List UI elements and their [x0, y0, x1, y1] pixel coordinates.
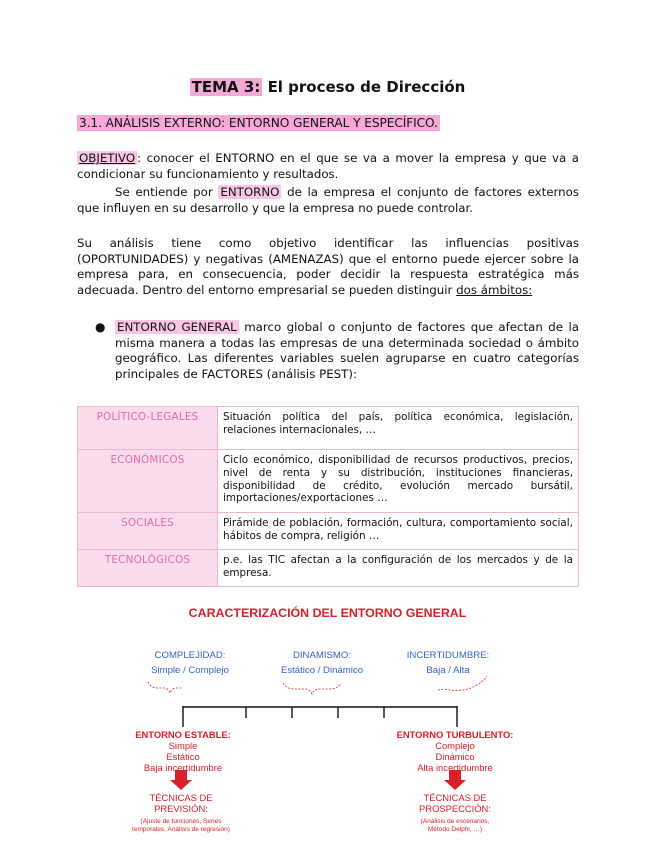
entorno-general-text: marco global o conjunto de factores que afectan de la misma manera a todas las empresas de una determinada sociedad o ámbito geográfico. Las diferentes variables suelen agruparse en cuatro categorías principales de FACTORES (análisis PEST): [115, 320, 579, 381]
dimension-incertidumbre [398, 650, 498, 676]
entorno-estable-line: Estático [166, 751, 200, 762]
section-heading: 3.1. ANÁLISIS EXTERNO: ENTORNO GENERAL Y ESPECÍFICO. [79, 116, 438, 130]
tecnicas-note: temporales, Análisis de regresión) [132, 826, 230, 833]
entorno-general-term: ENTORNO GENERAL [117, 320, 237, 334]
dimension-dinamismo [262, 650, 382, 676]
tecnicas-note: Método Delphi, …) [427, 826, 483, 833]
arrow-down-icon [444, 770, 466, 790]
entorno-turbulento-line: Complejo [435, 740, 475, 751]
dimension-complejidad [140, 650, 240, 676]
dimension-name: DINAMISMO: [292, 650, 352, 661]
tema-label: TEMA 3: [191, 78, 261, 96]
tecnicas-title: TÉCNICAS DE [423, 792, 487, 803]
dimension-name: COMPLEJIDAD: [154, 650, 226, 661]
entorno-turbulento-line: Alta incertidumbre [417, 762, 493, 773]
entorno-turbulento-title: ENTORNO TURBULENTO: [396, 729, 514, 740]
dimension-name: INCERTIDUMBRE: [406, 650, 490, 661]
pest-description: Ciclo económico, disponibilidad de recursos productivos, precios, nivel de renta y su distribución, instituciones financieras, disponibilidad de crédito, evolución mercado bursátil, importaciones/exportaciones … [218, 450, 579, 513]
analisis-text: Su análisis tiene como objetivo identificar las influencias positivas (OPORTUNIDADES) y negativas (AMENAZAS) que el entorno puede ejercer sobre la empresa para, en consecuencia, poder decidir la respuesta estratégica más adecuada. Dentro del entorno empresarial se pueden distinguir [77, 236, 579, 297]
bullet-icon: ● [95, 320, 106, 334]
entorno-estable-line: Baja incertidumbre [143, 762, 223, 773]
pest-description: Pirámide de población, formación, cultura, comportamiento social, hábitos de compra, religión … [218, 513, 579, 550]
tecnicas-note: (Ajuste de funciones, Series [140, 818, 222, 825]
entorno-turbulento-line: Dinámico [435, 751, 475, 762]
tecnicas-title: PREVISIÓN: [154, 803, 208, 814]
objetivo-text: : conocer el ENTORNO en el que se va a mover la empresa y que va a condicionar su funcionamiento y resultados. [77, 151, 579, 181]
tecnicas-title: TÉCNICAS DE [149, 792, 213, 803]
pest-category: ECONÓMICOS [78, 450, 218, 513]
entorno-estable-block [120, 729, 246, 773]
dimension-values: Simple / Complejo [151, 665, 229, 676]
tecnicas-note: (Análisis de escenarios, [420, 818, 490, 825]
tema-title: El proceso de Dirección [267, 78, 466, 96]
tecnicas-title: PROSPECCIÓN: [419, 803, 491, 814]
pest-category: POLÍTICO-LEGALES [78, 407, 218, 450]
entorno-estable-title: ENTORNO ESTABLE: [135, 729, 231, 740]
pest-category: TECNOLÓGICOS [78, 550, 218, 587]
entorno-turbulento-block [390, 729, 520, 773]
dimension-values: Baja / Alta [426, 665, 470, 676]
tecnicas-prospeccion-note [400, 818, 510, 834]
entorno-def-pre: Se entiende por [115, 185, 219, 199]
dos-ambitos: dos ámbitos: [456, 282, 533, 297]
tecnicas-prospeccion-block [405, 792, 505, 814]
tecnicas-prevision-note [121, 818, 241, 834]
entorno-def-post: de la empresa el conjunto de factores externos que influyen en su desarrollo y que la empresa no puede controlar. [77, 185, 579, 215]
dimension-values: Estático / Dinámico [280, 665, 364, 676]
entorno-term: ENTORNO [220, 185, 280, 199]
pest-description: p.e. las TIC afectan a la configuración de los mercados y de la empresa. [218, 550, 579, 587]
pest-category: SOCIALES [78, 513, 218, 550]
pest-description: Situación política del país, política económica, legislación, relaciones internacionales, … [218, 407, 579, 450]
arrow-down-icon [170, 770, 192, 790]
diagram-title: CARACTERIZACIÓN DEL ENTORNO GENERAL [188, 606, 467, 620]
objetivo-label: OBJETIVO [79, 151, 136, 165]
entorno-estable-line: Simple [168, 740, 198, 751]
tecnicas-prevision-block [131, 792, 231, 814]
